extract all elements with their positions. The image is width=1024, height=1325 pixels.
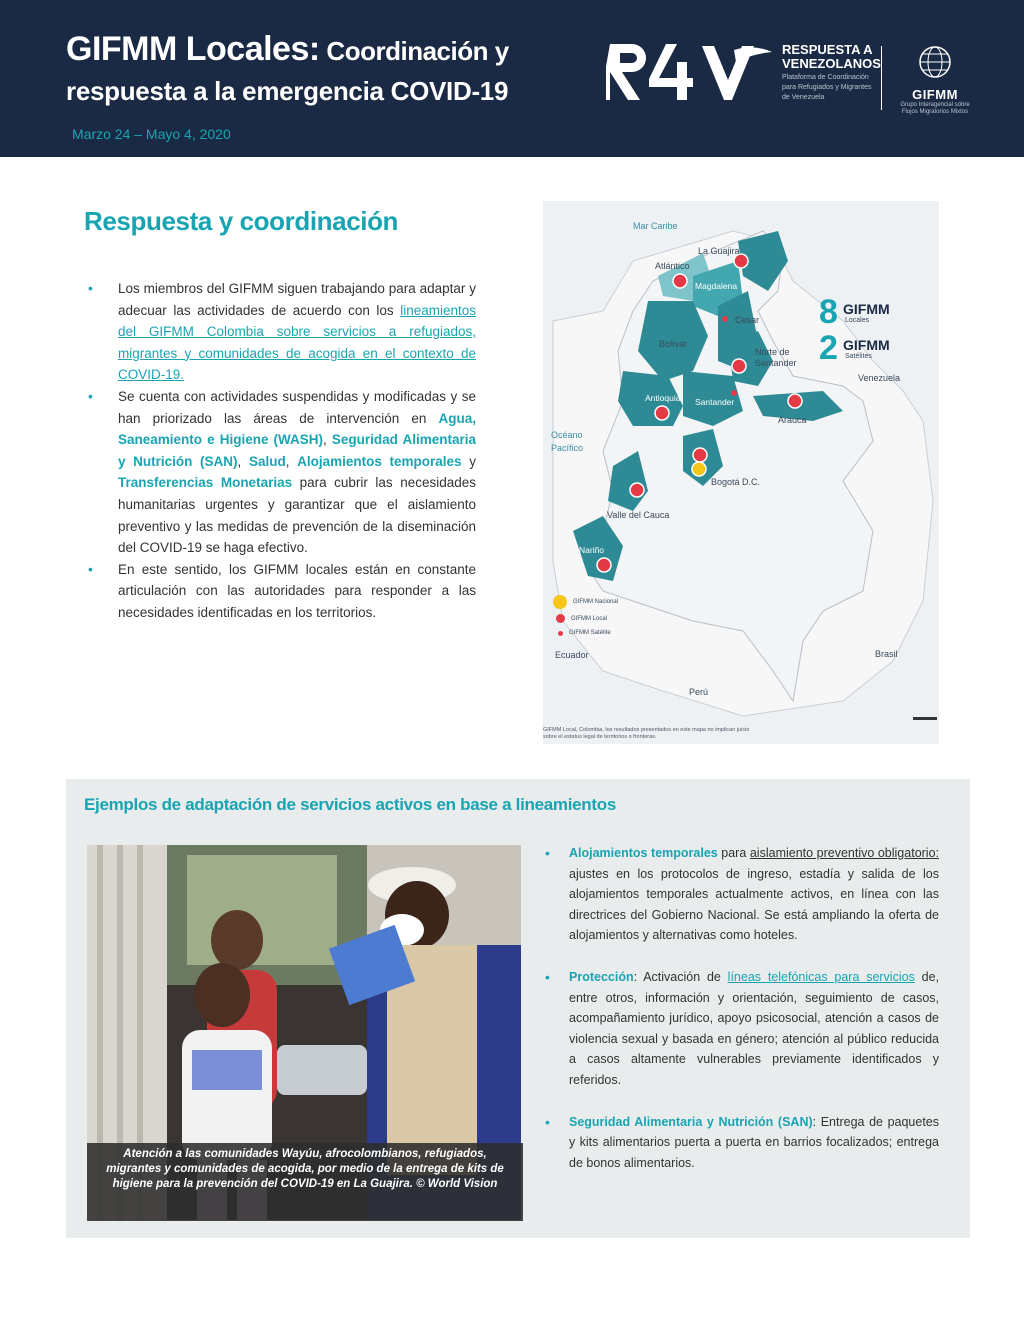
legend-dot-icon: [553, 595, 567, 609]
stat-locales-number: 8: [819, 293, 838, 331]
legend-local: [556, 614, 607, 623]
date-range: Marzo 24 – Mayo 4, 2020: [72, 126, 231, 142]
examples-bullets: [545, 843, 939, 1194]
stat-satelites-number: 2: [819, 329, 838, 367]
label-bolivar: Bolívar: [659, 339, 688, 349]
label-atlantico: Atlántico: [655, 261, 690, 271]
label-norte-santander: Norte de Santander: [755, 347, 797, 368]
label-ecuador: Ecuador: [555, 650, 589, 660]
r4v-logo: [606, 40, 776, 104]
marker-la-guajira: [734, 254, 748, 268]
example-head-san: Seguridad Alimentaria y Nutrición (SAN): [569, 1114, 813, 1129]
separator: ,: [285, 453, 298, 469]
example-head-alojamientos: Alojamientos temporales: [569, 846, 718, 860]
bullet-text: : Entrega de paquetes y kits alimentarios puerta a puerta en barrios focalizados; entrega de bonos alimentarios.: [569, 1114, 940, 1170]
example-head-proteccion: Protección: [569, 969, 634, 984]
guidelines-link[interactable]: lineamientos del GIFMM Colombia sobre servicios a refugiados, migrantes y comunidades de acogida en el contexto de COVID-19.: [118, 302, 476, 383]
separator: ,: [237, 453, 249, 469]
label-santander: Santander: [695, 397, 735, 407]
stat-satelites-sub: Satélites: [845, 353, 872, 360]
gifmm-word: GIFMM: [912, 87, 958, 102]
label-peru: Perú: [689, 687, 709, 697]
gifmm-logo: [896, 44, 974, 114]
bullet-text: para: [717, 846, 750, 860]
marker-atlantico: [673, 274, 687, 288]
r4v-subtitle: Plataforma de Coordinación para Refugiados y Migrantes de Venezuela: [782, 74, 872, 101]
separator: ,: [323, 432, 332, 448]
marker-antioquia: [655, 406, 669, 420]
bullet-icon: •: [545, 968, 550, 985]
sector-alojamientos: Alojamientos temporales: [297, 453, 462, 469]
scale-bar: [913, 717, 937, 720]
label-arauca: Arauca: [778, 415, 807, 425]
section-title: Respuesta y coordinación: [84, 206, 399, 236]
bullet-icon: •: [88, 280, 93, 296]
legend-dot-icon: [556, 614, 565, 623]
label-brasil: Brasil: [875, 649, 898, 659]
sector-transferencias: Transferencias Monetarias: [118, 475, 293, 491]
stat-satelites-label: GIFMM: [843, 337, 890, 353]
bullet-text: ajustes en los protocolos de ingreso, estadía y salida de los alojamientos temporales actualmente activos, en línea con las directrices del Gobierno Nacional. Se está ampliando la oferta de alojamientos y alternativas como hoteles.: [569, 866, 939, 943]
bullet-icon: •: [88, 560, 93, 577]
list-item: [88, 559, 476, 624]
legend-national: [553, 595, 618, 609]
marker-santander-satellite: [731, 390, 737, 396]
bullet-icon: •: [545, 1113, 550, 1130]
list-item: [545, 1112, 939, 1174]
bullet-icon: •: [88, 387, 93, 404]
list-item: [545, 967, 939, 1091]
header-banner: [0, 0, 1024, 157]
stat-locales-sub: Locales: [845, 317, 870, 324]
marker-arauca: [788, 394, 802, 408]
title-bold: GIFMM Locales:: [66, 30, 320, 68]
marker-bogota-local: [693, 448, 707, 462]
label-cesar: Cesar: [735, 315, 760, 325]
legend-satellite: [558, 630, 611, 636]
colombia-map: [543, 201, 939, 744]
label-antioquia: Antioquia: [645, 393, 681, 403]
bullet-text: : Activación de: [633, 969, 728, 984]
header-divider: [881, 46, 882, 110]
label-bogota: Bogotá D.C.: [711, 477, 761, 487]
label-oceano-pacifico: Océano Pacífico: [551, 430, 584, 453]
globe-icon: [915, 44, 955, 80]
r4v-text: [782, 42, 881, 103]
label-valle: Valle del Cauca: [607, 510, 670, 520]
label-venezuela: Venezuela: [858, 373, 901, 383]
phone-lines-link[interactable]: líneas telefónicas para servicios: [727, 969, 915, 984]
page-title-line2: respuesta a la emergencia COVID-19: [66, 76, 509, 106]
marker-narino: [597, 558, 611, 572]
marker-valle: [630, 483, 644, 497]
aislamiento-link[interactable]: aislamiento preventivo obligatorio:: [749, 846, 940, 860]
label-mar-caribe: Mar Caribe: [633, 221, 678, 231]
label-la-guajira: La Guajira: [698, 246, 740, 256]
marker-norte-santander: [732, 359, 746, 373]
list-item: [88, 278, 476, 386]
legend-label: GIFMM Local: [571, 615, 608, 622]
page-title: [66, 30, 509, 69]
stat-locales-label: GIFMM: [843, 301, 890, 317]
bullet-icon: •: [545, 845, 550, 861]
marker-bogota-national: [692, 462, 706, 476]
separator: y: [461, 453, 476, 469]
title-rest: Coordinación y: [319, 36, 509, 66]
photo-caption: Atención a las comunidades Wayúu, afrocolombianos, refugiados, migrantes y comunidades de acogida, por medio de la entrega de kits de higiene para la prevención del COVID-19 en La Guajira. © World Vision: [87, 1143, 523, 1221]
r4v-title: RESPUESTA A VENEZOLANOS: [782, 42, 881, 71]
bullet-text: En este sentido, los GIFMM locales están en constante articulación con las autoridades para responder a las necesidades identificadas en los territorios.: [118, 561, 476, 620]
map-source: GIFMM Local, Colombia, los resultados presentados en este mapa no implican juicio sobre el estatus legal de territorios o fronteras.: [543, 727, 750, 740]
list-item: [545, 843, 939, 946]
list-item: [88, 386, 476, 559]
sector-salud: Salud: [248, 453, 286, 469]
legend-label: GIFMM Satélite: [569, 630, 611, 636]
response-bullets: [88, 278, 476, 624]
legend-label: GIFMM Nacional: [573, 599, 619, 605]
bullet-text: Los miembros del GIFMM siguen trabajando para adaptar y adecuar las actividades de acuerdo con los: [118, 281, 476, 318]
sector-wash: Agua, Saneamiento e Higiene (WASH): [118, 410, 476, 448]
label-narino: Nariño: [579, 545, 605, 555]
map-canvas: [543, 201, 939, 744]
gifmm-subtitle: Grupo Interagencial sobre Flujos Migratorios Mixtos: [900, 102, 970, 115]
examples-title: Ejemplos de adaptación de servicios activos en base a lineamientos: [84, 795, 616, 814]
bullet-text: de, entre otros, información y orientación, seguimiento de casos, acompañamiento jurídico, apoyo psicosocial, atención a casos de violencia sexual y basada en género; atención al público reducida a casos altamente vulnerables previamente identificados y referidos.: [569, 969, 940, 1087]
bullet-text: para cubrir las necesidades humanitarias urgentes y garantizar que el aislamiento preventivo y las medidas de prevención de la diseminación del COVID-19 se haga efectivo.: [118, 475, 476, 556]
legend-dot-icon: [558, 631, 563, 636]
label-magdalena: Magdalena: [695, 281, 738, 291]
sector-san: Seguridad Alimentaria y Nutrición (SAN): [118, 432, 476, 469]
marker-cesar-satellite: [722, 316, 728, 322]
bullet-text: Se cuenta con actividades suspendidas y modificadas y se han priorizado las áreas de intervención en: [118, 388, 476, 426]
